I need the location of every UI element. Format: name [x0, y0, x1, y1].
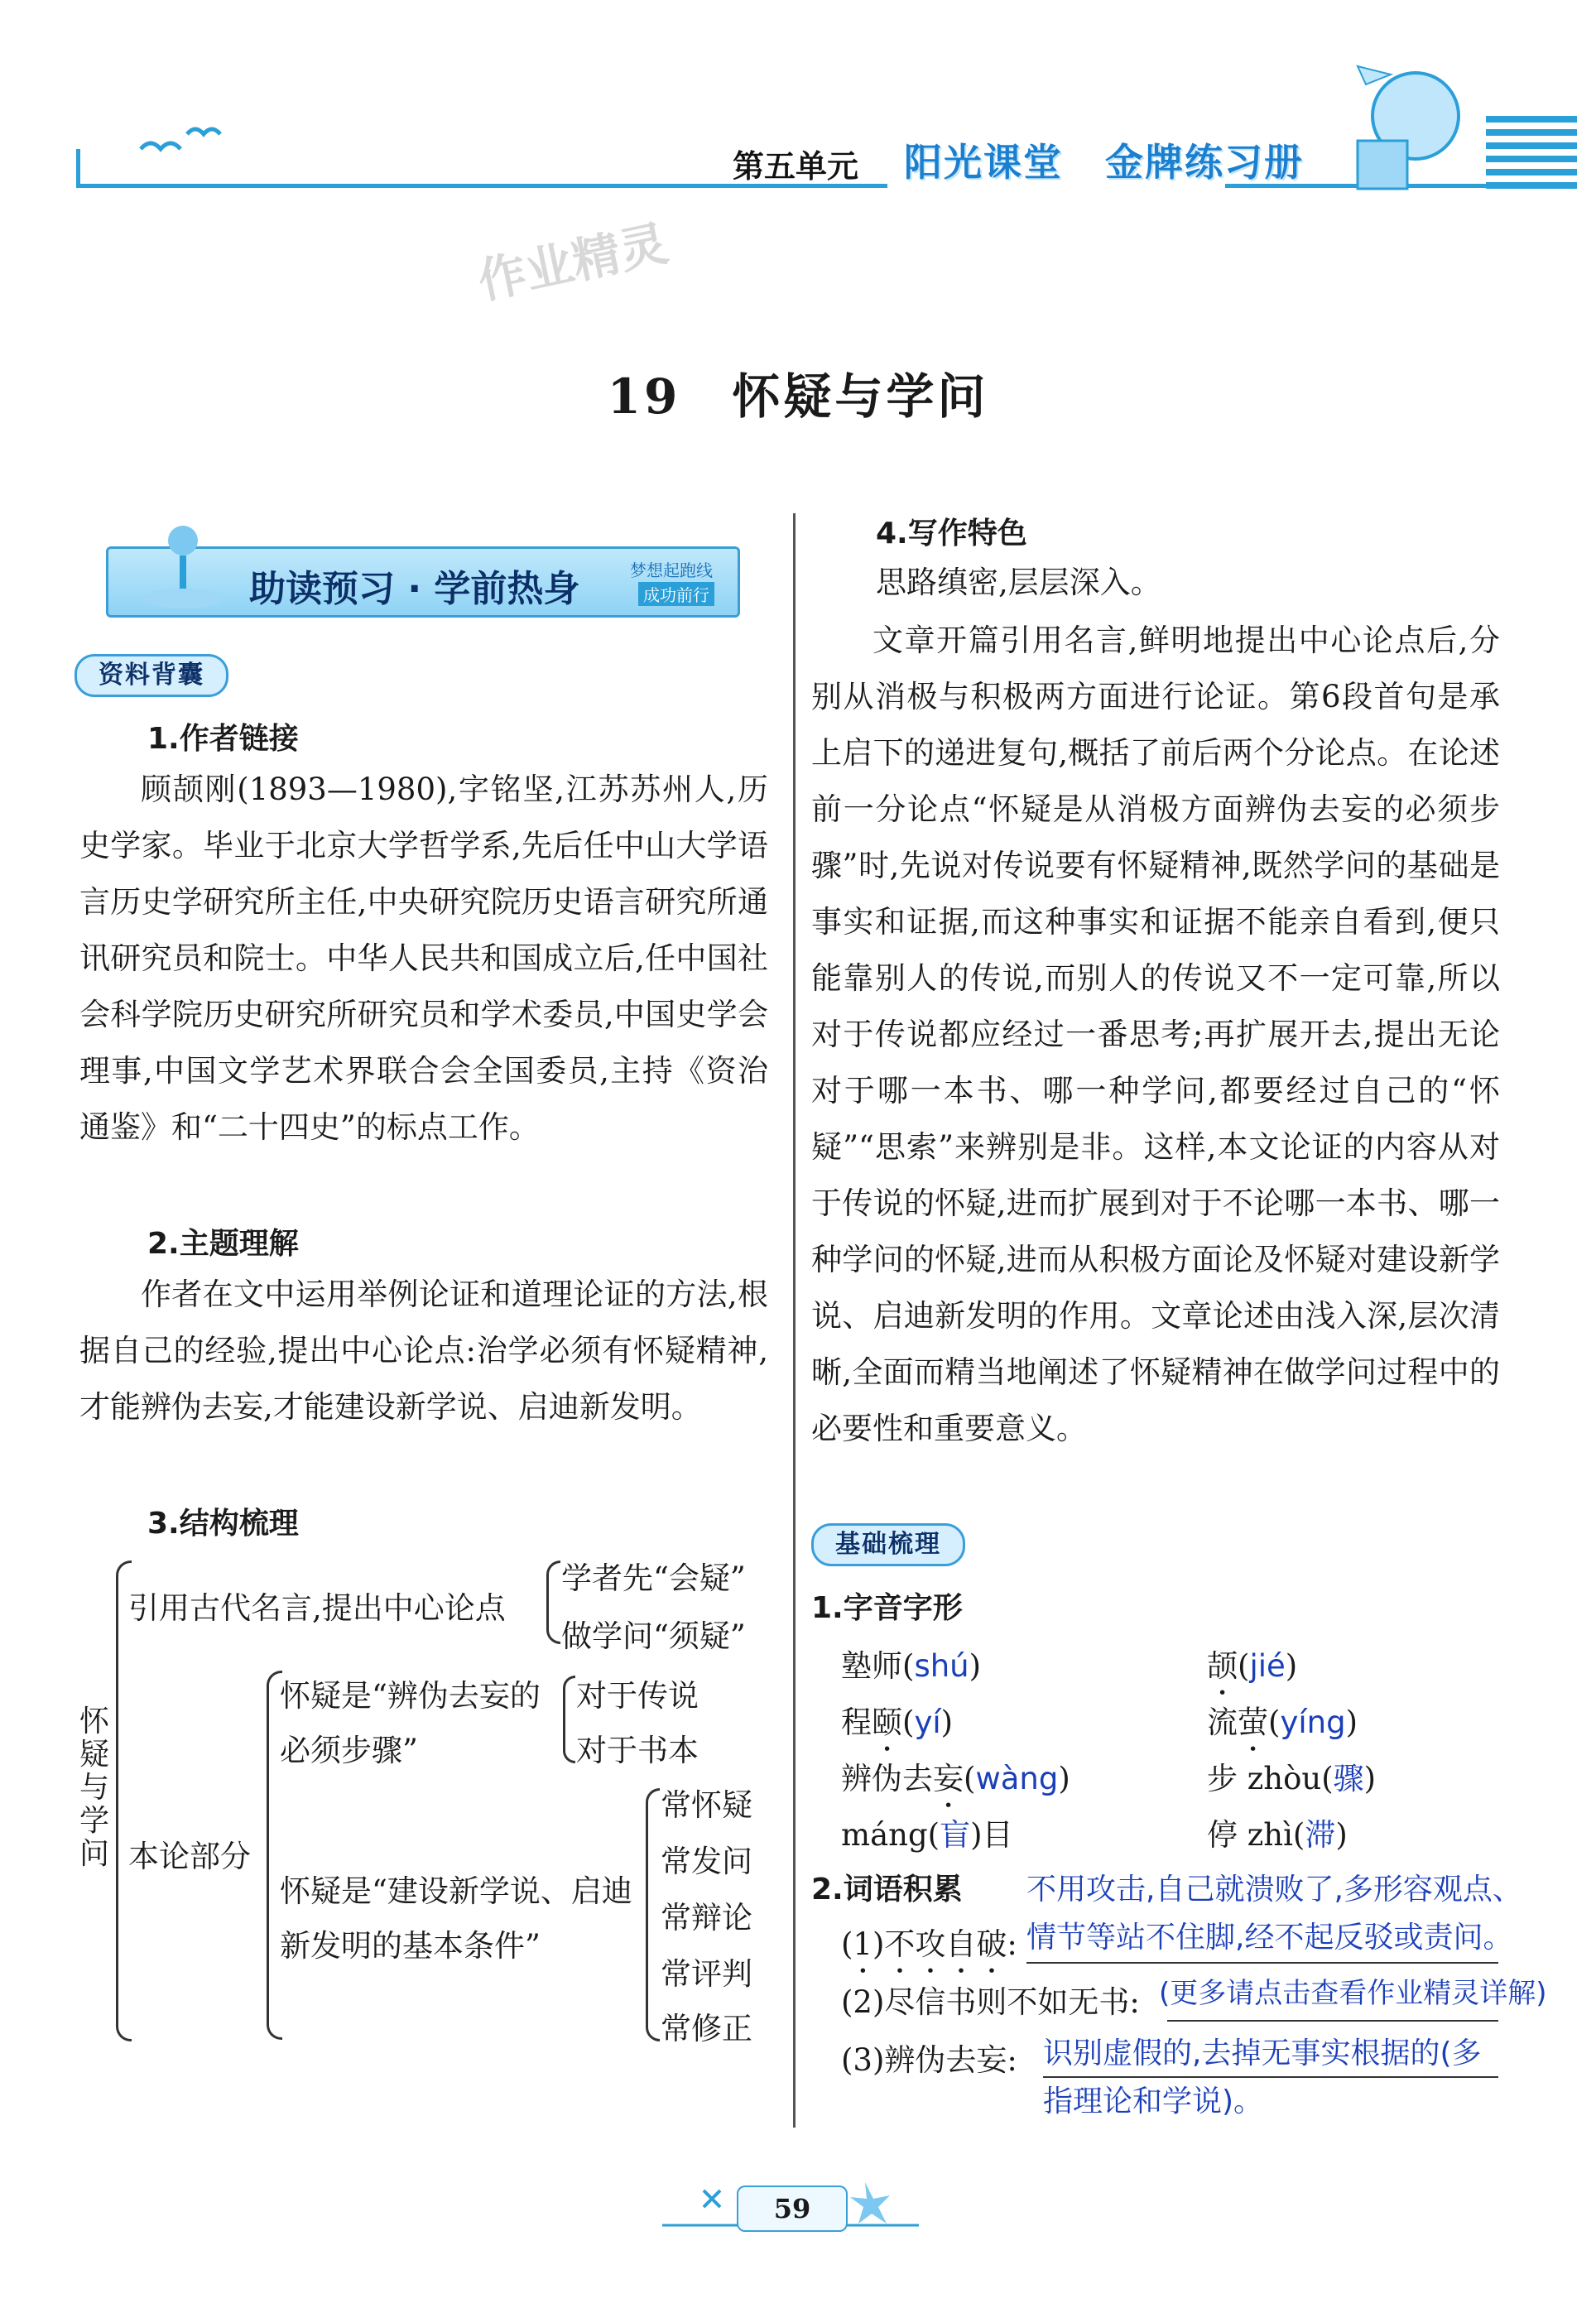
banner-subtitle-1: 梦想起跑线: [630, 560, 713, 580]
birds-icon: [132, 116, 232, 166]
page-number: 59: [737, 2186, 848, 2232]
q2-3-answer-line2: 指理论和学说)。: [1043, 2085, 1264, 2118]
section-theme-title: 2.主题理解: [147, 1227, 299, 1261]
pinyin-item: 程颐(yí): [841, 1705, 954, 1740]
tree-brace-2a: [563, 1676, 575, 1763]
tree-node-2a2: 对于书本: [576, 1733, 699, 1768]
pinyin-item: 辨伪去妄(wàng): [841, 1761, 1070, 1796]
tree-brace-root: [116, 1560, 132, 2041]
tree-brace-2b: [646, 1788, 660, 2041]
column-divider: [793, 513, 796, 2128]
watermark: 作业精灵: [473, 214, 673, 310]
pill-label-basics: 基础梳理: [811, 1523, 965, 1566]
header-stripes: [1486, 116, 1577, 192]
q2-3-prompt: (3)辨伪去妄:: [841, 2042, 1017, 2078]
tree-node-2b-item: 常评判: [661, 1956, 752, 1992]
pinyin-answer: 骤: [1333, 1761, 1364, 1796]
section-author-text: 顾颉刚(1893—1980),字铭坚,江苏苏州人,历史学家。毕业于北京大学哲学系,先后任中山大学语言历史学研究所主任,中央研究院历史语言研究所通讯研究员和院士。中华人民共和国成立后,任中国社会科学院历史研究所研究员和学术委员,中国史学会理事,中国文学艺术界联合会全国委员,主持《资治通鉴》和“二十四史”的标点工作。: [79, 772, 768, 1145]
pinyin-answer: jié: [1249, 1648, 1286, 1684]
pinyin-answer: yíng: [1280, 1705, 1346, 1740]
tree-brace-1: [546, 1560, 560, 1644]
pinyin-item: 塾师(shú): [841, 1648, 982, 1684]
tree-node-2a1: 对于传说: [576, 1678, 699, 1714]
pinyin-answer: shú: [914, 1648, 969, 1684]
header-rule-end: [76, 149, 80, 187]
q2-3-answer-line1: 识别虚假的,去掉无事实根据的(多: [1043, 2036, 1482, 2070]
pinyin-item: 停 zhì(滞): [1207, 1817, 1348, 1853]
section-theme-text: 作者在文中运用举例论证和道理论证的方法,根据自己的经验,提出中心论点:治学必须有怀疑精神,才能辨伪去妄,才能建设新学说、启迪新发明。: [79, 1277, 768, 1425]
tree-node-2b-line2: 新发明的基本条件”: [280, 1928, 541, 1964]
pill-label-background: 资料背囊: [75, 654, 228, 697]
section-author-title: 1.作者链接: [147, 722, 299, 756]
tree-node-2b-item: 常怀疑: [661, 1787, 752, 1823]
pinyin-answer: 滞: [1305, 1817, 1336, 1853]
answer-underline: [1026, 1962, 1498, 1964]
unit-label: 第五单元: [733, 147, 859, 185]
answer-underline: [1167, 2020, 1498, 2022]
q2-title: 2.词语积累: [811, 1873, 963, 1907]
globe-decoration-icon: [1324, 50, 1490, 190]
tree-node-2b-item: 常辩论: [661, 1900, 752, 1936]
brand-name-2: 金牌练习册: [1105, 140, 1304, 185]
pinyin-answer: 盲: [940, 1817, 971, 1853]
q2-2-answer: (更多请点击查看作业精灵详解): [1159, 1977, 1547, 2010]
section-writing-summary: 思路缜密,层层深入。: [876, 565, 1161, 600]
tree-root: 怀疑与学问: [79, 1705, 110, 1871]
section-banner: [106, 546, 740, 618]
q2-1-answer-line2: 情节等站不住脚,经不起反驳或责问。: [1026, 1921, 1513, 1955]
pinyin-answer: wàng: [975, 1761, 1059, 1796]
q2-2-prompt: (2)尽信书则不如无书:: [841, 1984, 1140, 2020]
tree-node-2a-line1: 怀疑是“辨伪去妄的: [280, 1678, 541, 1714]
banner-title: 助读预习 · 学前热身: [249, 568, 580, 610]
q2-1-prompt: (1)不攻自破:: [841, 1926, 1017, 1962]
pinyin-item: 流萤(yíng): [1207, 1705, 1358, 1740]
tree-node-2b-line1: 怀疑是“建设新学说、启迪: [280, 1873, 632, 1909]
fountain-icon: [125, 516, 241, 615]
tree-node-2b-item: 常修正: [661, 2011, 752, 2046]
page-header: [0, 0, 1596, 310]
pinyin-answer: yí: [914, 1705, 941, 1740]
pinyin-item: 步 zhòu(骤): [1207, 1761, 1377, 1796]
section-structure-title: 3.结构梳理: [147, 1507, 299, 1541]
tree-node-2a-line2: 必须步骤”: [280, 1733, 418, 1768]
section-writing-title: 4.写作特色: [876, 517, 1027, 551]
tree-node-2b-item: 常发问: [661, 1844, 752, 1879]
q1-title: 1.字音字形: [811, 1591, 963, 1625]
tree-node-1b: 做学问“须疑”: [561, 1618, 746, 1654]
tree-node-1: 引用古代名言,提出中心论点: [128, 1590, 506, 1626]
lesson-title: 19 怀疑与学问: [607, 368, 989, 425]
banner-subtitle-2: 成功前行: [638, 582, 714, 606]
tree-node-2: 本论部分: [128, 1839, 251, 1874]
tree-node-1a: 学者先“会疑”: [561, 1560, 746, 1596]
brand-name-1: 阳光课堂: [904, 140, 1063, 185]
pinyin-item: 颉(jié): [1207, 1648, 1298, 1684]
q2-1-answer-line1: 不用攻击,自己就溃败了,多形容观点、: [1026, 1873, 1522, 1907]
section-writing-text: 文章开篇引用名言,鲜明地提出中心论点后,分别从消极与积极两方面进行论证。第6段首句是承上启下的递进复句,概括了前后两个分论点。在论述前一分论点“怀疑是从消极方面辨伪去妄的必须步骤”时,先说对传说要有怀疑精神,既然学问的基础是事实和证据,而这种事实和证据不能亲自看到,便只能靠别人的传说,而别人的传说又不一定可靠,所以对于传说都应经过一番思考;再扩展开去,提出无论对于哪一本书、哪一种学问,都要经过自己的“怀疑”“思索”来辨别是非。这样,本文论证的内容从对于传说的怀疑,进而扩展到对于不论哪一本书、哪一种学问的怀疑,进而从积极方面论及怀疑对建设新学说、启迪新发明的作用。文章论述由浅入深,层次清晰,全面而精当地阐述了怀疑精神在做学问过程中的必要性和重要意义。: [811, 623, 1500, 1446]
pinyin-item: máng(盲)目: [841, 1817, 1013, 1853]
